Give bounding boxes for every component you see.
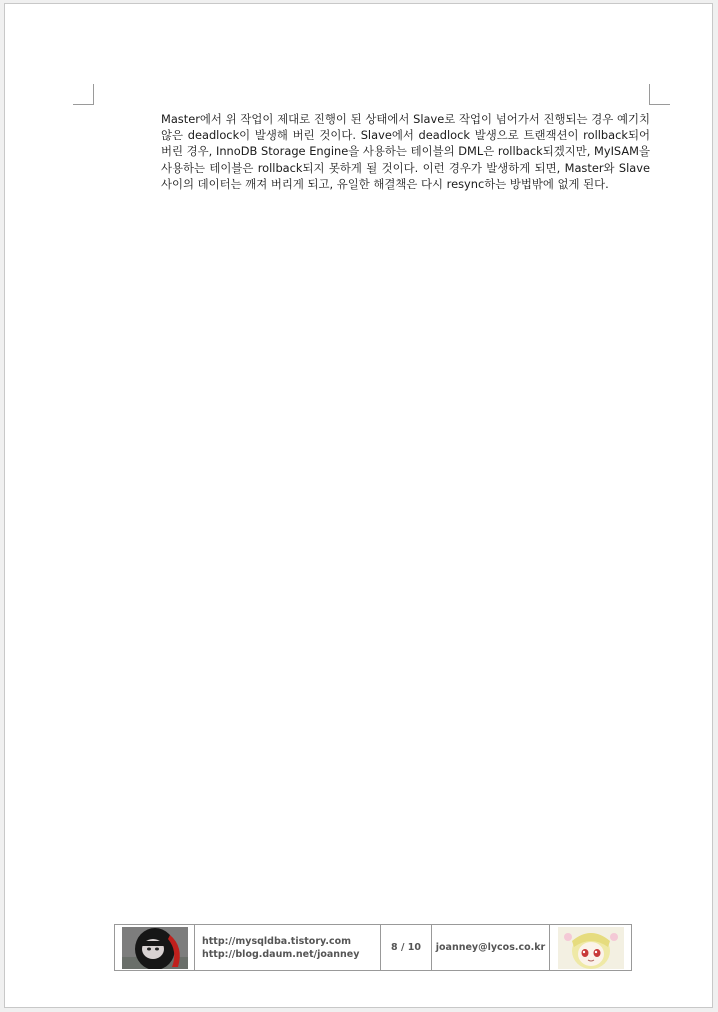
crop-mark-top-right (649, 84, 670, 105)
dark-haired-character-avatar (122, 927, 188, 969)
footer-email[interactable]: joanney@lycos.co.kr (432, 925, 550, 970)
crop-mark-top-left (73, 84, 94, 105)
footer-links-cell (195, 925, 381, 970)
document-page (4, 3, 713, 1008)
left-avatar-image (122, 927, 188, 969)
footer-right-avatar-cell (550, 925, 631, 970)
footer-link-daum[interactable]: http://blog.daum.net/joanney (202, 948, 360, 960)
footer-left-avatar-cell (115, 925, 195, 970)
body-paragraph: Master에서 위 작업이 제대로 진행이 된 상태에서 Slave로 작업이 넘어가서 진행되는 경우 예기치 않은 deadlock이 발생해 버린 것이다. Slave에서 deadlock 발생으로 트랜잭션이 rollback되어 버린 경우, InnoDB Storage Engine을 사용하는 테이블의 DML은 rollback되겠지만, MyISAM을 사용하는 테이블은 rollback되지 못하게 될 것이다. 이런 경우가 발생하게 되면, Master와 Slave 사이의 데이터는 깨져 버리게 되고, 유일한 해결책은 다시 resync하는 방법밖에 없게 된다. (161, 112, 650, 191)
footer-link-tistory[interactable]: http://mysqldba.tistory.com (202, 935, 351, 947)
page-footer (114, 924, 632, 971)
blonde-anime-girl-avatar (558, 927, 624, 969)
right-avatar-image (558, 927, 624, 969)
footer-page-number: 8 / 10 (381, 925, 432, 970)
